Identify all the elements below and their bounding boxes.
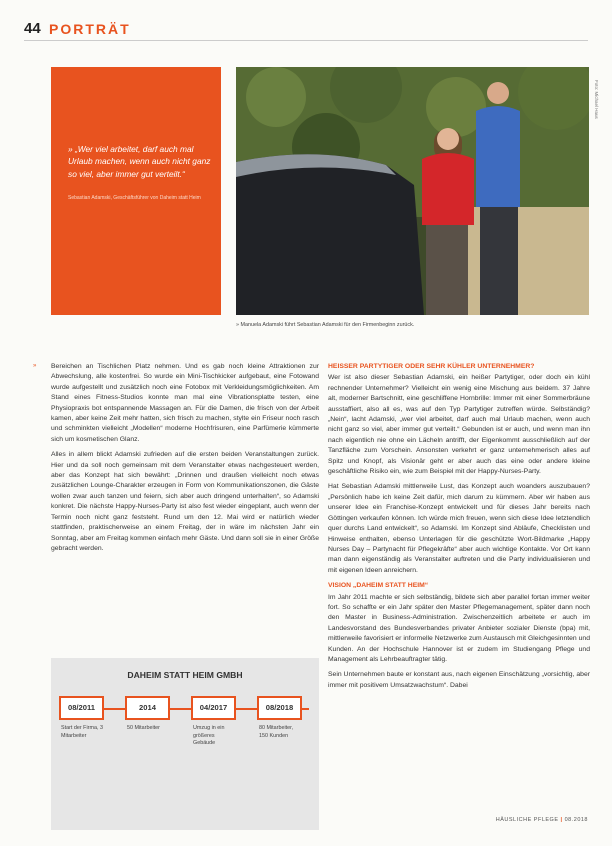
article-column-right (328, 362, 590, 696)
continuation-marker: » (33, 363, 37, 369)
timeline-step-description: 50 Mitarbeiter (127, 725, 160, 731)
timeline-step-description: 80 Mitarbeiter, 150 Kunden (259, 725, 294, 739)
paragraph: Alles in allem blickt Adamski zufrieden auf die ersten beiden Veranstaltungen zurück. Hier und da soll noch gemeinsam mit dem Veranstalter etwas nachgesteuert werden, aber das Konzept hat sich bewährt: „Drinnen und draußen vielleicht noch etwas zusätzlichen Lounge-Charakter erzeugen in Form von Kommunikationszonen, die Gäste wollen zwar auch tanzen und feiern, sich aber auch dringend unterhalten“, so Adamski konkret. Die nächste Happy-Nurses-Party ist also fest wieder eingeplant, auch wenn der Termin noch nicht ganz feststeht. Rund um den 12. Mai wird er natürlich wieder stattfinden, praktischerweise an einem Freitag, der in wäre im nächsten Jahr ein Sonntag, aber am Freitag kommen einfach mehr Gäste. Und dann soll sie in einer Größe gebracht werden. (51, 451, 319, 552)
subheading: VISION „DAHEIM STATT HEIM“ (328, 582, 429, 590)
page-number: 44 (24, 20, 41, 37)
timeline-step-year: 08/2018 (257, 696, 302, 720)
article-column-left (51, 362, 319, 559)
paragraph: Sein Unternehmen baute er konstant aus, nach eigenen Einschätzung „vorsichtig, aber immer mit positivem Umsatzwachstum“. Dabei (328, 671, 590, 689)
timeline-step-year: 04/2017 (191, 696, 236, 720)
timeline-step-year: 2014 (125, 696, 170, 720)
issue-number: 08.2018 (564, 817, 588, 823)
magazine-name: HÄUSLICHE PFLEGE (495, 817, 559, 823)
timeline-step-year: 08/2011 (59, 696, 104, 720)
paragraph: Im Jahr 2011 machte er sich selbständig, bildete sich aber parallel fortan immer weiter fort. So schaffte er ein Jahr später den Master Pflegemanagement, später dann noch den Master in Business-Administration. Zwischenzeitlich arbeitete er auch im Landesvorstand des Bundesverbandes privater Anbieter sozialer Dienste (bpa) mit, mittlerweile favorisiert er informelle Netzwerke zum Austausch mit Gleichgesinnten und Kunden. An der Hochschule Hannover ist er zudem im Studiengang Pflege und Management als Lehrbeauftragter tätig. (328, 593, 590, 663)
subheading: HEISSER PARTYTIGER ODER SEHR KÜHLER UNTERNEHMER? (328, 363, 535, 370)
company-timeline (51, 658, 319, 830)
paragraph: Hat Sebastian Adamski mittlerweile Lust, das Konzept auch woanders auszubauen? „Persönlich habe ich keine Zeit dafür, mich darum zu kümmern. Aber wir haben aus unserer Idee ein Franchise-Konzept entwickelt und für dieses Jahr bereits nach Göttingen verkaufen können. Ich würde mich freuen, wenn sich diese Idee letztendlich quer durchs Land entwickelt“, so Adamski. Im Konzept sind Abläufe, Checklisten und Hinweise enthalten, ebenso Unterlagen für die geschützte Wort-Bildmarke „Happy Nurses Day – Partynacht für Pflegekräfte“ aber auch wichtige Kontakte. Vor Ort kann man dann eigenständig als Veranstalter auftreten und die Party individualisieren und mit eigenen Ideen anreichern. (328, 483, 590, 574)
paragraph: Wer ist also dieser Sebastian Adamski, ein heißer Partytiger, oder doch ein kühl rechnender Unternehmer? Vielleicht ein wenig eine Mischung aus beidem. 37 Jahre alt, moderner Bartschnitt, eine geschliffene Hornbrille: Immer mit einer Sommerbräune ausstaffiert, also all es, was auf den Typ Partytiger zutreffen würde. Selbständig? „Nein“, lacht Adamski, „wer viel arbeitet, darf auch mal Urlaub machen, wenn auch nicht ganz so viel, aber immer gut verteilt.“ Gebunden ist er auch, und wenn man ihn nach eigentlich nie ohne ein Lächeln antrifft, der Eigenkommt ausschließlich auf der Tanzfläche zum Vorschein. Ansonsten verkehrt er ganz unternehmerisch alles auf Spitz und Knopf, als Visionär geht er aber auch das eine oder andere kleine geschäftliche Risiko ein, wie zum Beispiel mit der Happy-Nurses-Party. (328, 374, 590, 476)
header-divider (24, 40, 588, 41)
timeline-step-description: Start der Firma, 3 Mitarbeiter (61, 725, 103, 739)
photo-illustration (236, 67, 589, 315)
photo-credit: Foto: Michael Haus (594, 80, 599, 119)
pull-quote-text: » „Wer viel arbeitet, darf auch mal Urlaub machen, wenn auch nicht ganz so viel, aber immer gut verteilt.“ (68, 144, 211, 179)
pull-quote-attribution: Sebastian Adamski, Geschäftsführer von Daheim statt Heim (68, 195, 201, 202)
section-title: PORTRÄT (49, 21, 131, 37)
portrait-photo (236, 67, 589, 315)
paragraph: Bereichen an Tischlichen Platz nehmen. Und es gab noch kleine Attraktionen zur Abwechslung, alle kostenfrei. So wurde ein Mini-Tischkicker aufgebaut, eine Fotowand wurde aufgestellt und zusätzlich noch eine Fotobox mit Verkleidungsmöglichkeiten. Am Stand eines Fitness-Studios konnte man mal eine Vibrationsplatte testen, eine Physiopraxis bot entspannende Massagen an. Für die Damen, die frisch von der Arbeit kamen, aber keine Zeit mehr hatten, sich frisch zu machen, stylte ein Friseur noch rasch und schminkten vielleicht „Modellen“ moderne Hochfrisuren, eine Parfümerie kümmerte sich um kosmetischen Glanz. (51, 363, 319, 443)
pull-quote-box (51, 67, 221, 315)
timeline-step-description: Umzug in ein größeres Gebäude (193, 725, 225, 747)
photo-caption: » Manuela Adamski führt Sebastian Adamski für den Firmenbeginn zurück. (236, 322, 415, 328)
timeline-title: DAHEIM STATT HEIM GMBH (127, 670, 243, 680)
page-footer: HÄUSLICHE PFLEGE | 08.2018 (495, 817, 588, 823)
